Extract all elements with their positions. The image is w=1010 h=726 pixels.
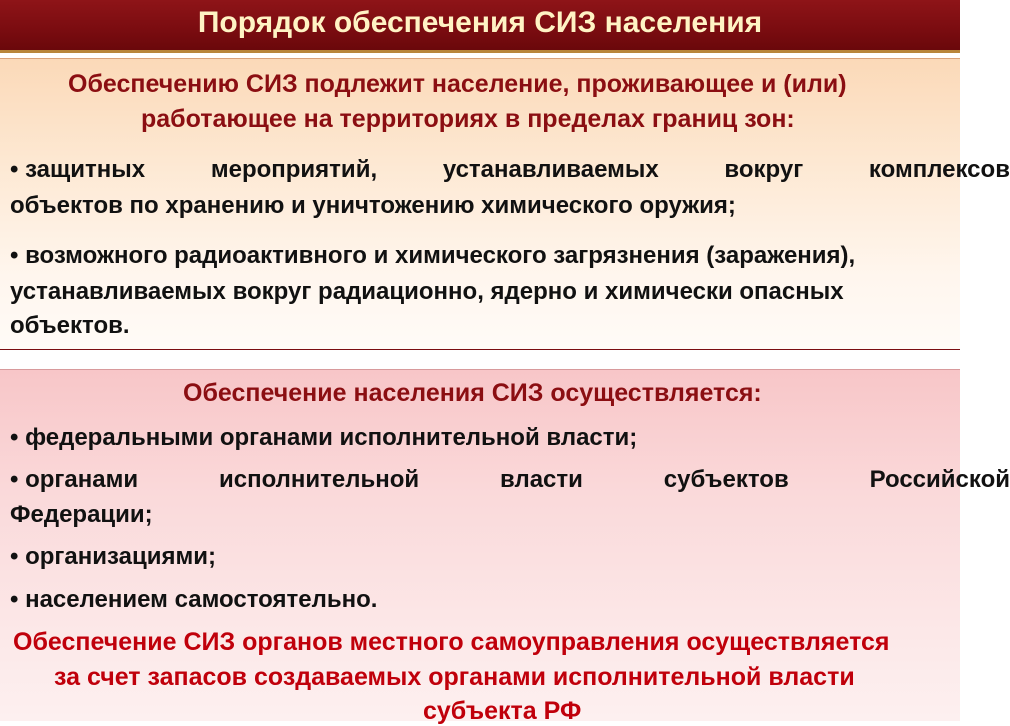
provider-item-2-line1 bbox=[10, 466, 1010, 494]
provider-item-2-word: субъектов bbox=[663, 466, 789, 493]
provider-item-2-line2: Федерации; bbox=[10, 501, 153, 528]
zone-bullet-1-word: устанавливаемых bbox=[442, 156, 659, 183]
zone-bullet-1-word: мероприятий, bbox=[210, 156, 378, 183]
zone-bullet-2-line2: устанавливаемых вокруг радиационно, ядерно и химически опасных bbox=[10, 278, 844, 305]
provider-item-1: • федеральными органами исполнительной власти; bbox=[10, 424, 638, 451]
note-line2: за счет запасов создаваемых органами исполнительной власти bbox=[54, 663, 855, 691]
provider-item-3: • организациями; bbox=[10, 543, 216, 570]
zone-bullet-1-word: • защитных bbox=[10, 156, 146, 183]
zone-bullet-2-line3: объектов. bbox=[10, 312, 130, 339]
title-bar bbox=[0, 0, 960, 53]
zones-heading-line1: Обеспечению СИЗ подлежит население, проживающее и (или) bbox=[68, 70, 847, 98]
zone-bullet-1-word: комплексов bbox=[868, 156, 1010, 183]
note-line1: Обеспечение СИЗ органов местного самоуправления осуществляется bbox=[13, 628, 890, 656]
note-line3: субъекта РФ bbox=[423, 697, 582, 725]
zone-bullet-1-line2: объектов по хранению и уничтожению химического оружия; bbox=[10, 192, 736, 219]
provider-item-2-word: исполнительной bbox=[218, 466, 420, 493]
zones-panel bbox=[0, 58, 1010, 350]
zone-bullet-1-word: вокруг bbox=[724, 156, 804, 183]
providers-panel bbox=[0, 369, 1010, 725]
zone-bullet-1-line1 bbox=[10, 156, 1010, 184]
zones-heading-line2: работающее на территориях в пределах границ зон: bbox=[141, 105, 795, 133]
provider-item-4: • населением самостоятельно. bbox=[10, 586, 378, 613]
provider-item-2-word: власти bbox=[500, 466, 583, 493]
providers-heading: Обеспечение населения СИЗ осуществляется: bbox=[183, 379, 762, 407]
zone-bullet-2-line1: • возможного радиоактивного и химического загрязнения (заражения), bbox=[10, 242, 856, 269]
provider-item-2-word: • органами bbox=[10, 466, 139, 493]
provider-item-2-word: Российской bbox=[869, 466, 1010, 493]
slide-title: Порядок обеспечения СИЗ населения bbox=[197, 6, 763, 39]
